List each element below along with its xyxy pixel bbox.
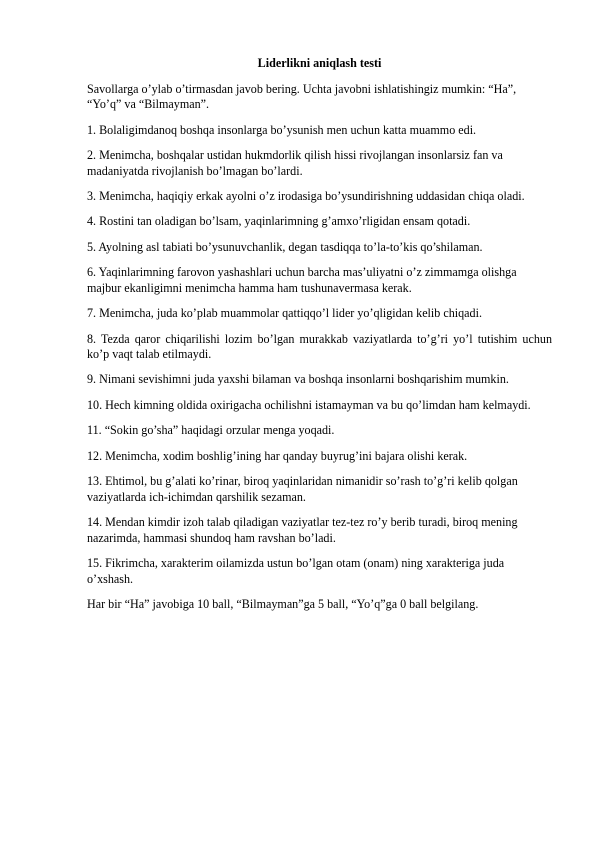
- document-title: Liderlikni aniqlash testi: [257, 56, 382, 70]
- question-item: 5. Ayolning asl tabiati bo’ysunuvchanlik, degan tasdiqqa to’la-to’kis qo’shilaman.: [87, 239, 483, 254]
- question-item: 6. Yaqinlarimning farovon yashashlari uchun barcha mas’uliyatni o’z zimmamga olishga majbur ekanligimni menimcha hamma ham tushunavermasa kerak.: [87, 265, 517, 295]
- question-item: 15. Fikrimcha, xarakterim oilamizda ustun bo’lgan otam (onam) ning xarakteriga juda o’xshash.: [87, 556, 505, 586]
- question-item: 14. Mendan kimdir izoh talab qiladigan vaziyatlar tez-tez ro’y berib turadi, biroq mening nazarimda, hammasi shundoq ham ravshan bo’ladi.: [87, 515, 518, 545]
- scoring-paragraph: Har bir “Ha” javobiga 10 ball, “Bilmayman”ga 5 ball, “Yo’q”ga 0 ball belgilang.: [87, 597, 479, 611]
- question-item: 4. Rostini tan oladigan bo’lsam, yaqinlarimning g’amxo’rligidan ensam qotadi.: [87, 214, 471, 229]
- question-item: 13. Ehtimol, bu g’alati ko’rinar, biroq yaqinlaridan nimanidir so’rash to’g’ri kelib qolgan vaziyatlarda ich-ichimdan qarshilik sezaman.: [87, 474, 518, 504]
- question-item: 11. “Sokin go’sha” haqidagi orzular menga yoqadi.: [87, 423, 335, 438]
- question-list: [87, 123, 552, 588]
- question-item: 8. Tezda qaror chiqarilishi lozim bo’lgan murakkab vaziyatlarda to’g’ri yo’l tutishim uchun ko’p vaqt talab etilmaydi.: [87, 331, 552, 362]
- question-item: 10. Hech kimning oldida oxirigacha ochilishni istamayman va bu qo’limdan ham kelmaydi.: [87, 397, 531, 412]
- question-item: 3. Menimcha, haqiqiy erkak ayolni o’z irodasiga bo’ysundirishning uddasidan chiqa oladi.: [87, 188, 525, 203]
- question-item: 9. Nimani sevishimni juda yaxshi bilaman va boshqa insonlarni boshqarishim mumkin.: [87, 372, 509, 387]
- document-body: [87, 56, 552, 622]
- instructions-paragraph: Savollarga o’ylab o’tirmasdan javob bering. Uchta javobni ishlatishingiz mumkin: “Ha”, “Yo’q” va “Bilmayman”.: [87, 81, 517, 112]
- question-item: 2. Menimcha, boshqalar ustidan hukmdorlik qilish hissi rivojlangan insonlarsiz fan va madaniyatda rivojlanish bo’lmagan bo’lardi.: [87, 147, 503, 178]
- question-item: 12. Menimcha, xodim boshlig’ining har qanday buyrug’ini bajara olishi kerak.: [87, 448, 468, 463]
- question-item: 1. Bolaligimdanoq boshqa insonlarga bo’ysunish men uchun katta muammo edi.: [87, 122, 477, 137]
- question-item: 7. Menimcha, juda ko’plab muammolar qattiqqo’l lider yo’qligidan kelib chiqadi.: [87, 306, 482, 321]
